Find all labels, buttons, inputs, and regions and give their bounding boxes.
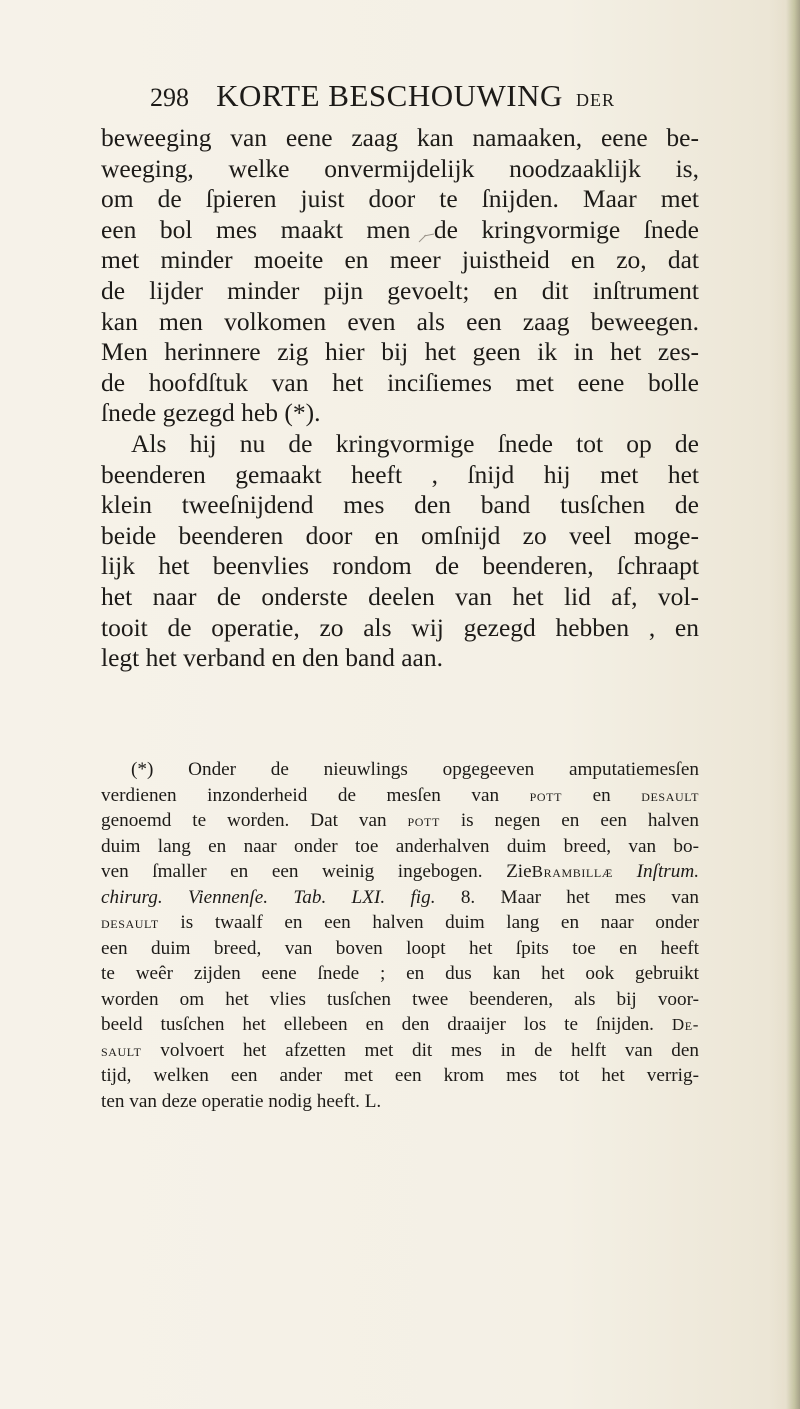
text-line: legt het verband en den band aan. bbox=[101, 643, 443, 673]
footnote-line: verdienen inzonderheid de mesſen van pott en desault bbox=[101, 784, 699, 806]
footnote-line: te weêr zijden eene ſnede ; en dus kan het ook gebruikt bbox=[101, 963, 699, 984]
text-line: kan men volkomen even als een zaag beweegen. bbox=[101, 306, 699, 336]
text-line: de hoofdſtuk van het inciſiemes met eene bolle bbox=[101, 367, 699, 397]
footnote-line: beeld tusſchen het ellebeen en den draaijer los te ſnijden. De- bbox=[101, 1014, 699, 1035]
text-line: ſnede gezegd heb (*). bbox=[101, 398, 321, 428]
text-line: klein tweeſnijdend mes den band tusſchen de bbox=[101, 490, 699, 520]
pencil-mark bbox=[418, 232, 436, 244]
footnote-line: (*) Onder de nieuwlings opgegeeven amputatiemesſen bbox=[131, 759, 699, 780]
footnote-line: worden om het vlies tusſchen twee beenderen, als bij voor- bbox=[101, 988, 699, 1010]
text-line: beweeging van eene zaag kan namaaken, eene be- bbox=[101, 123, 699, 152]
text-line: het naar de onderste deelen van het lid af, vol- bbox=[101, 581, 699, 611]
page-number: 298 bbox=[150, 83, 189, 112]
text-line: om de ſpieren juist door te ſnijden. Maar met bbox=[101, 184, 699, 214]
text-line: beide beenderen door en omſnijd zo veel moge- bbox=[101, 520, 699, 550]
page-edge-shadow bbox=[786, 0, 800, 1409]
running-header bbox=[150, 78, 710, 118]
footnote-line: ten van deze operatie nodig heeft. L. bbox=[101, 1090, 382, 1112]
text-line: de lijder minder pijn gevoelt; en dit inſtrument bbox=[101, 275, 699, 305]
footnote bbox=[101, 757, 699, 1114]
footnote-line: chirurg. Viennenſe. Tab. LXI. fig. 8. Maar het mes van bbox=[101, 886, 699, 908]
text-line: Men herinnere zig hier bij het geen ik in het zes- bbox=[101, 337, 699, 367]
text-line: Als hij nu de kringvormige ſnede tot op de bbox=[131, 428, 699, 458]
footnote-line: genoemd te worden. Dat van pott is negen en een halven bbox=[101, 810, 699, 831]
footnote-line: ven ſmaller en een weinig ingebogen. ZieBrambillæ Inſtrum. bbox=[101, 861, 699, 882]
text-line: beenderen gemaakt heeft , ſnijd hij met het bbox=[101, 459, 699, 489]
text-line: met minder moeite en meer juistheid en zo, dat bbox=[101, 245, 699, 275]
footnote-line: een duim breed, van boven loopt het ſpits toe en heeft bbox=[101, 937, 699, 959]
footnote-line: tijd, welken een ander met een krom mes tot het verrig- bbox=[101, 1065, 699, 1086]
running-title: KORTE BESCHOUWING bbox=[216, 78, 563, 113]
running-title-tail: DER bbox=[575, 90, 615, 110]
text-line: lijk het beenvlies rondom de beenderen, ſchraapt bbox=[101, 551, 699, 581]
footnote-line: sault volvoert het afzetten met dit mes in de helft van den bbox=[101, 1039, 700, 1061]
footnote-line: duim lang en naar onder toe anderhalven duim breed, van bo- bbox=[101, 835, 699, 857]
text-line: weeging, welke onvermijdelijk noodzaaklijk is, bbox=[101, 153, 699, 183]
main-text bbox=[101, 123, 699, 674]
text-line: een bol mes maakt men de kringvormige ſnede bbox=[101, 214, 699, 244]
footnote-line: desault is twaalf en een halven duim lang en naar onder bbox=[101, 912, 699, 933]
text-line: tooit de operatie, zo als wij gezegd hebben , en bbox=[101, 612, 699, 642]
